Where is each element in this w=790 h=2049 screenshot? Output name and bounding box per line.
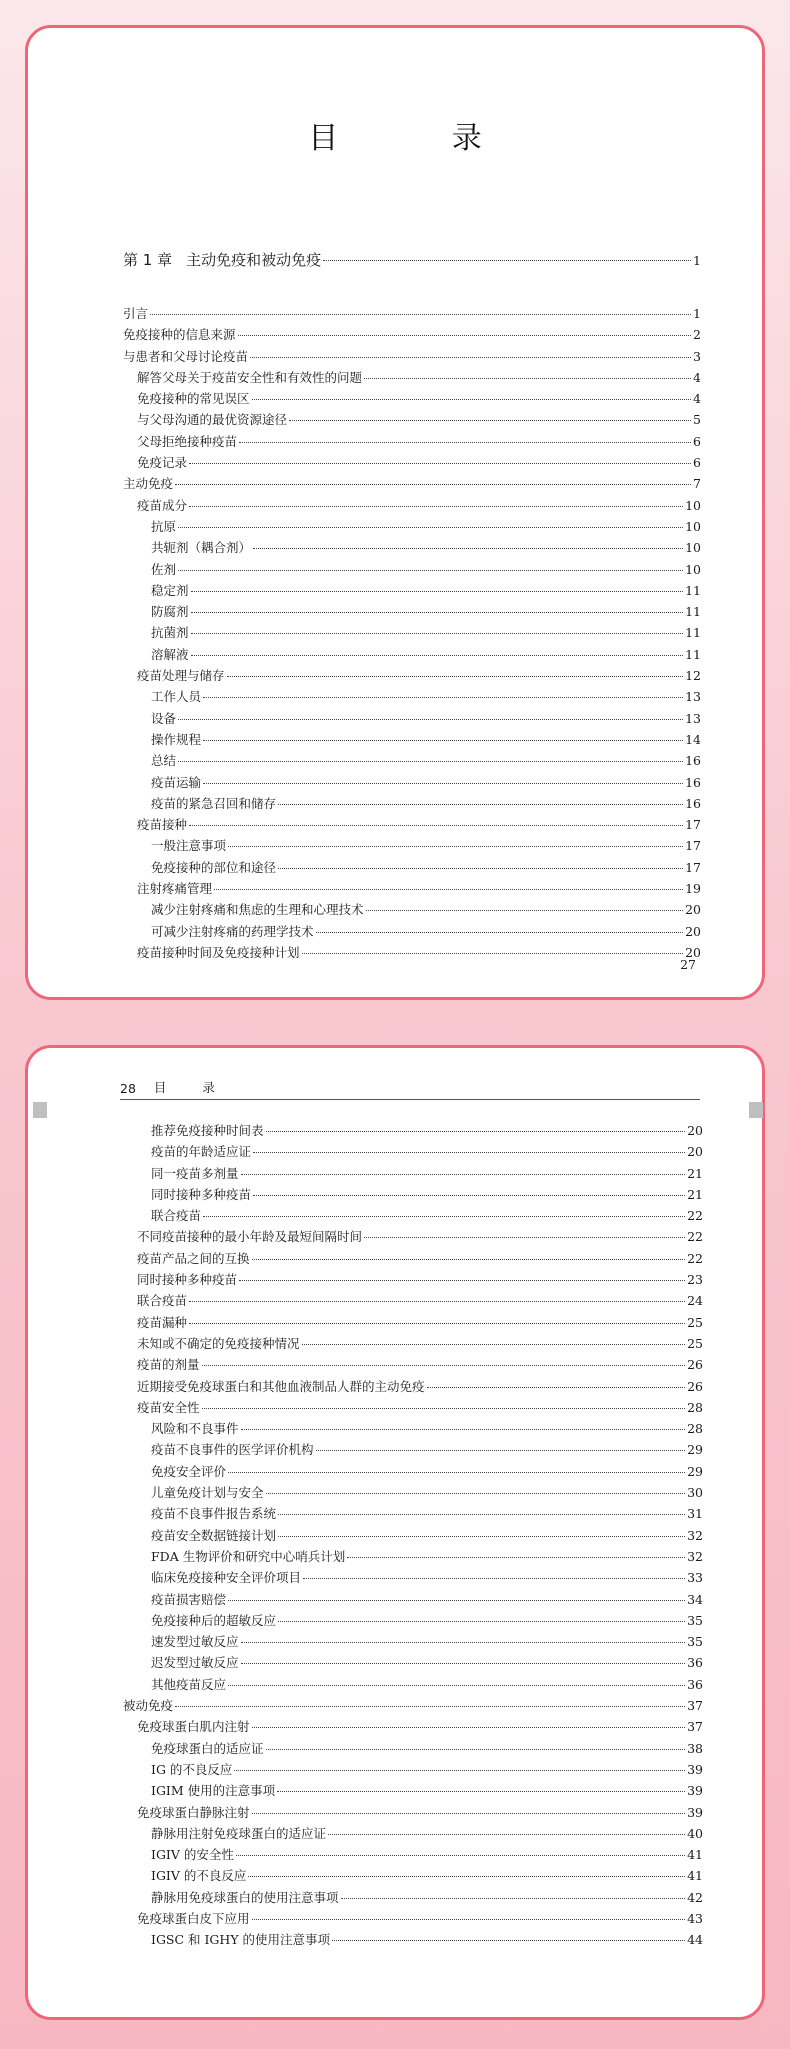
toc-entry[interactable] <box>123 346 701 367</box>
toc-entry-page-number: 22 <box>687 1229 703 1245</box>
toc-entry-page-number: 24 <box>687 1293 703 1309</box>
toc-entry-page-number: 22 <box>687 1250 703 1266</box>
toc-entry-label: 近期接受免疫球蛋白和其他血液制品人群的主动免疫 <box>137 1378 425 1394</box>
toc-entry-label: 静脉用免疫球蛋白的使用注意事项 <box>151 1889 339 1905</box>
leader-dots <box>202 1365 686 1366</box>
toc-entry[interactable] <box>123 559 701 580</box>
toc-entry-page-number: 4 <box>693 369 701 385</box>
leader-dots <box>252 1259 686 1260</box>
toc-entry[interactable] <box>123 473 701 494</box>
toc-entry[interactable] <box>123 1205 703 1226</box>
toc-entry-label: 疫苗接种 <box>137 817 188 833</box>
leader-dots <box>191 633 684 634</box>
leader-dots <box>302 1344 686 1345</box>
running-header <box>120 1076 700 1100</box>
leader-dots <box>150 314 691 315</box>
leader-dots <box>328 1834 685 1835</box>
toc-entry-page-number: 40 <box>687 1825 703 1841</box>
toc-entry-label: 联合疫苗 <box>151 1208 202 1224</box>
toc-entry-page-number: 23 <box>687 1272 703 1288</box>
toc-entry-page-number: 43 <box>687 1910 703 1926</box>
toc-entry[interactable] <box>123 1631 703 1652</box>
toc-entry-label: 免疫记录 <box>137 455 188 471</box>
toc-entry-page-number: 11 <box>685 625 701 641</box>
toc-entry-label: 疫苗的年龄适应证 <box>151 1144 252 1160</box>
toc-entry[interactable] <box>123 1248 703 1269</box>
toc-entry-page-number: 29 <box>687 1442 703 1458</box>
toc-entry[interactable] <box>123 708 701 729</box>
toc-entry[interactable] <box>123 601 701 622</box>
leader-dots <box>189 1301 685 1302</box>
leader-dots <box>278 1514 685 1515</box>
leader-dots <box>203 740 683 741</box>
leader-dots <box>202 1408 686 1409</box>
leader-dots <box>253 548 683 549</box>
toc-entry[interactable] <box>123 324 701 345</box>
leader-dots <box>302 953 684 954</box>
toc-entry-page-number: 10 <box>685 497 701 513</box>
toc-entry-page-number: 3 <box>693 348 701 364</box>
toc-entry-label: 一般注意事项 <box>151 838 227 854</box>
toc-entry[interactable] <box>123 1652 703 1673</box>
leader-dots <box>252 1727 686 1728</box>
toc-entry-label: 设备 <box>151 710 177 726</box>
toc-entry-page-number: 12 <box>685 668 701 684</box>
toc-entry[interactable] <box>123 1823 703 1844</box>
toc-entry-page-number: 17 <box>685 859 701 875</box>
leader-dots <box>252 1813 686 1814</box>
toc-entry-page-number: 21 <box>687 1186 703 1202</box>
toc-entry-label: 疫苗运输 <box>151 774 202 790</box>
toc-entry-page-number: 16 <box>685 753 701 769</box>
toc-entry-label: 未知或不确定的免疫接种情况 <box>137 1335 300 1351</box>
toc-entry[interactable] <box>123 1865 703 1886</box>
toc-entry[interactable] <box>123 729 701 750</box>
leader-dots <box>253 1152 685 1153</box>
toc-entry-label: 临床免疫接种安全评价项目 <box>151 1570 302 1586</box>
toc-entry[interactable] <box>123 1674 703 1695</box>
leader-dots <box>241 1174 686 1175</box>
toc-entry-page-number: 33 <box>687 1570 703 1586</box>
leader-dots <box>203 1216 685 1217</box>
leader-dots <box>427 1387 686 1388</box>
toc-entry[interactable] <box>123 388 701 409</box>
page-number: 27 <box>680 957 696 972</box>
leader-dots <box>228 1472 685 1473</box>
toc-entry-label: 儿童免疫计划与安全 <box>151 1485 264 1501</box>
toc-entry-page-number: 19 <box>685 881 701 897</box>
toc-entry-label: 疫苗处理与储存 <box>137 668 225 684</box>
toc-entry-label: 风险和不良事件 <box>151 1421 239 1437</box>
toc-entry-label: 与父母沟通的最优资源途径 <box>137 412 288 428</box>
toc-entry[interactable] <box>123 1163 703 1184</box>
toc-entry-label: 操作规程 <box>151 731 202 747</box>
toc-entry-label: 同一疫苗多剂量 <box>151 1165 239 1181</box>
toc-entry-label: 疫苗不良事件报告系统 <box>151 1506 277 1522</box>
toc-entry-page-number: 20 <box>685 944 701 960</box>
toc-entry-page-number: 41 <box>687 1868 703 1884</box>
toc-entry[interactable] <box>123 1908 703 1929</box>
toc-entry[interactable] <box>123 814 701 835</box>
header-title: 目 录 <box>153 1080 231 1095</box>
toc-entry-label: 速发型过敏反应 <box>151 1634 239 1650</box>
toc-entry-page-number: 1 <box>693 306 701 321</box>
toc-entry-page-number: 20 <box>685 923 701 939</box>
toc-entry-page-number: 5 <box>693 412 701 428</box>
leader-dots <box>266 1131 686 1132</box>
toc-entry-label: 同时接种多种疫苗 <box>137 1272 238 1288</box>
toc-entry-page-number: 10 <box>685 540 701 556</box>
toc-entry-label: 免疫接种的信息来源 <box>123 327 236 343</box>
toc-entry[interactable] <box>123 686 701 707</box>
leader-dots <box>234 1770 685 1771</box>
toc-entry-label: 免疫球蛋白静脉注射 <box>137 1804 250 1820</box>
leader-dots <box>241 1429 686 1430</box>
leader-dots <box>189 506 683 507</box>
toc-entry-label: 疫苗安全数据链接计划 <box>151 1527 277 1543</box>
toc-entry-label: 总结 <box>151 753 177 769</box>
toc-entry[interactable] <box>123 1844 703 1865</box>
toc-entry-page-number: 25 <box>687 1335 703 1351</box>
toc-entry-label: 被动免疫 <box>123 1698 174 1714</box>
toc-entry-page-number: 35 <box>687 1634 703 1650</box>
toc-entry-page-number: 22 <box>687 1208 703 1224</box>
toc-entry[interactable] <box>123 1312 703 1333</box>
leader-dots <box>239 442 691 443</box>
toc-entry-page-number: 17 <box>685 817 701 833</box>
toc-title: 目 录 <box>308 121 534 156</box>
toc-entry-page-number: 32 <box>687 1527 703 1543</box>
leader-dots <box>252 399 692 400</box>
toc-entry[interactable] <box>123 495 701 516</box>
toc-entry-page-number: 17 <box>685 838 701 854</box>
toc-entry-label: 免疫球蛋白肌内注射 <box>137 1719 250 1735</box>
toc-entry-label: 疫苗不良事件的医学评价机构 <box>151 1442 314 1458</box>
toc-entry-page-number: 2 <box>693 327 701 343</box>
toc-entry-page-number: 7 <box>693 476 701 492</box>
toc-entry-page-number: 30 <box>687 1485 703 1501</box>
toc-entry-page-number: 26 <box>687 1378 703 1394</box>
header-page-number: 28 <box>120 1081 136 1096</box>
toc-entry[interactable] <box>123 665 701 686</box>
toc-entry[interactable] <box>123 793 701 814</box>
toc-entry-label: 溶解液 <box>151 646 189 662</box>
leader-dots <box>316 1450 686 1451</box>
toc-entry-page-number: 26 <box>687 1357 703 1373</box>
toc-entry[interactable] <box>123 1482 703 1503</box>
toc-entry[interactable] <box>123 1546 703 1567</box>
toc-entry-page-number: 36 <box>687 1676 703 1692</box>
toc-entry-page-number: 20 <box>687 1144 703 1160</box>
toc-entry-label: 引言 <box>123 306 149 321</box>
leader-dots <box>178 570 683 571</box>
toc-entry[interactable] <box>123 1226 703 1247</box>
toc-page-2 <box>25 1045 765 2020</box>
leader-dots <box>266 1493 686 1494</box>
toc-entry[interactable] <box>123 899 701 920</box>
toc-entry-label: 佐剂 <box>151 561 177 577</box>
toc-entry-page-number: 4 <box>693 391 701 407</box>
toc-entry-page-number: 25 <box>687 1314 703 1330</box>
toc-entry[interactable] <box>123 857 701 878</box>
leader-dots <box>238 335 692 336</box>
leader-dots <box>228 1600 685 1601</box>
leader-dots <box>191 612 684 613</box>
toc-entry-page-number: 13 <box>685 689 701 705</box>
leader-dots <box>227 676 684 677</box>
toc-entry-page-number: 29 <box>687 1463 703 1479</box>
toc-entry-label: 免疫接种的常见误区 <box>137 391 250 407</box>
leader-dots <box>366 910 684 911</box>
toc-entry[interactable] <box>123 1525 703 1546</box>
toc-entry-page-number: 42 <box>687 1889 703 1905</box>
leader-dots <box>189 825 683 826</box>
toc-entry-label: 主动免疫 <box>123 476 174 492</box>
toc-entry-label: FDA 生物评价和研究中心哨兵计划 <box>151 1548 346 1564</box>
leader-dots <box>303 1578 685 1579</box>
toc-entry-label: 疫苗漏种 <box>137 1314 188 1330</box>
leader-dots <box>332 1940 685 1941</box>
toc-entry-page-number: 32 <box>687 1548 703 1564</box>
leader-dots <box>228 846 683 847</box>
leader-dots <box>341 1898 686 1899</box>
toc-entry-label: 工作人员 <box>151 689 202 705</box>
toc-entry[interactable] <box>123 537 701 558</box>
toc-entry-label: 抗原 <box>151 518 177 534</box>
toc-entry-label: 疫苗损害赔偿 <box>151 1591 227 1607</box>
toc-entry-label: 静脉用注射免疫球蛋白的适应证 <box>151 1825 327 1841</box>
toc-entry-page-number: 16 <box>685 795 701 811</box>
toc-entry-label: 共轭剂（耦合剂） <box>151 540 252 556</box>
toc-entry[interactable] <box>123 1354 703 1375</box>
leader-dots <box>175 1706 685 1707</box>
toc-list <box>123 303 701 963</box>
toc-entry[interactable] <box>123 1887 703 1908</box>
toc-entry-page-number: 10 <box>685 561 701 577</box>
toc-entry-label: 迟发型过敏反应 <box>151 1655 239 1671</box>
toc-entry-label: 联合疫苗 <box>137 1293 188 1309</box>
leader-dots <box>241 1663 686 1664</box>
leader-dots <box>191 655 684 656</box>
toc-entry-label: 疫苗接种时间及免疫接种计划 <box>137 944 300 960</box>
toc-entry-page-number: 28 <box>687 1421 703 1437</box>
toc-entry-page-number: 35 <box>687 1612 703 1628</box>
toc-entry-page-number: 11 <box>685 646 701 662</box>
toc-entry-page-number: 38 <box>687 1740 703 1756</box>
toc-entry-page-number: 37 <box>687 1719 703 1735</box>
toc-entry[interactable] <box>123 1589 703 1610</box>
toc-entry[interactable] <box>123 772 701 793</box>
toc-entry-page-number: 6 <box>693 433 701 449</box>
toc-entry-page-number: 11 <box>685 604 701 620</box>
leader-dots <box>289 420 691 421</box>
toc-entry[interactable] <box>123 431 701 452</box>
toc-entry-label: 注射疼痛管理 <box>137 881 213 897</box>
toc-entry-label: 免疫安全评价 <box>151 1463 227 1479</box>
toc-entry-page-number: 36 <box>687 1655 703 1671</box>
toc-entry-label: IGSC 和 IGHY 的使用注意事项 <box>151 1932 331 1948</box>
toc-entry-label: 免疫接种后的超敏反应 <box>151 1612 277 1628</box>
toc-entry[interactable] <box>123 1461 703 1482</box>
toc-entry-page-number: 20 <box>687 1123 703 1138</box>
toc-entry[interactable] <box>123 1397 703 1418</box>
right-edge-marker <box>749 1102 763 1118</box>
toc-entry[interactable] <box>123 1929 703 1950</box>
toc-entry-label: 解答父母关于疫苗安全性和有效性的问题 <box>137 369 363 385</box>
toc-entry-page-number: 6 <box>693 455 701 471</box>
toc-entry-page-number: 13 <box>685 710 701 726</box>
toc-entry[interactable] <box>123 942 701 963</box>
leader-dots <box>278 1536 685 1537</box>
leader-dots <box>239 1280 685 1281</box>
toc-entry-page-number: 14 <box>685 731 701 747</box>
toc-entry[interactable] <box>123 644 701 665</box>
toc-entry[interactable] <box>123 452 701 473</box>
toc-entry[interactable] <box>123 1418 703 1439</box>
leader-dots <box>278 868 683 869</box>
chapter-entry[interactable] <box>123 248 701 273</box>
leader-dots <box>277 1791 685 1792</box>
toc-entry[interactable] <box>123 1738 703 1759</box>
leader-dots <box>316 932 684 933</box>
toc-entry-label: 疫苗的紧急召回和储存 <box>151 795 277 811</box>
leader-dots <box>347 1557 685 1558</box>
toc-entry-label: IGIM 使用的注意事项 <box>151 1783 276 1799</box>
toc-entry-label: 同时接种多种疫苗 <box>151 1186 252 1202</box>
toc-entry[interactable] <box>123 1290 703 1311</box>
toc-entry-page-number: 10 <box>685 518 701 534</box>
toc-entry-page-number: 16 <box>685 774 701 790</box>
leader-dots <box>189 463 691 464</box>
toc-entry-label: 稳定剂 <box>151 582 189 598</box>
toc-entry-label: IGIV 的不良反应 <box>151 1868 247 1884</box>
leader-dots <box>364 378 691 379</box>
leader-dots <box>266 1749 686 1750</box>
toc-entry-page-number: 11 <box>685 582 701 598</box>
toc-entry[interactable] <box>123 878 701 899</box>
toc-entry-label: 免疫球蛋白的适应证 <box>151 1740 264 1756</box>
toc-entry[interactable] <box>123 1780 703 1801</box>
toc-entry[interactable] <box>123 1184 703 1205</box>
left-edge-marker <box>33 1102 47 1118</box>
toc-entry[interactable] <box>123 1567 703 1588</box>
toc-entry-label: 防腐剂 <box>151 604 189 620</box>
leader-dots <box>178 719 683 720</box>
leader-dots <box>203 783 683 784</box>
toc-list <box>123 1120 703 1951</box>
toc-entry-label: 可减少注射疼痛的药理学技术 <box>151 923 314 939</box>
toc-entry[interactable] <box>123 1120 703 1141</box>
toc-entry-page-number: 39 <box>687 1783 703 1799</box>
toc-entry[interactable] <box>123 303 701 324</box>
toc-entry-page-number: 28 <box>687 1399 703 1415</box>
leader-dots <box>250 357 691 358</box>
leader-dots <box>364 1237 685 1238</box>
toc-entry-page-number: 41 <box>687 1847 703 1863</box>
toc-entry-page-number: 20 <box>685 902 701 918</box>
leader-dots <box>236 1855 685 1856</box>
chapter-page-number: 1 <box>693 253 701 268</box>
leader-dots <box>214 889 683 890</box>
toc-entry[interactable] <box>123 1759 703 1780</box>
leader-dots <box>228 1685 685 1686</box>
toc-entry-label: 抗菌剂 <box>151 625 189 641</box>
toc-entry[interactable] <box>123 580 701 601</box>
toc-page-1 <box>25 25 765 1000</box>
toc-entry-label: 疫苗产品之间的互换 <box>137 1250 250 1266</box>
toc-entry[interactable] <box>123 750 701 771</box>
toc-entry-label: 推荐免疫接种时间表 <box>151 1123 264 1138</box>
toc-entry[interactable] <box>123 1439 703 1460</box>
toc-entry-page-number: 34 <box>687 1591 703 1607</box>
toc-entry-label: IG 的不良反应 <box>151 1761 233 1777</box>
leader-dots <box>252 1919 686 1920</box>
toc-entry-page-number: 44 <box>687 1932 703 1948</box>
leader-dots <box>175 484 691 485</box>
toc-entry-label: 免疫接种的部位和途径 <box>151 859 277 875</box>
leader-dots <box>253 1195 685 1196</box>
toc-entry[interactable] <box>123 1269 703 1290</box>
toc-entry[interactable] <box>123 1333 703 1354</box>
toc-entry-label: IGIV 的安全性 <box>151 1847 234 1863</box>
toc-entry-label: 不同疫苗接种的最小年龄及最短间隔时间 <box>137 1229 363 1245</box>
toc-entry-label: 父母拒绝接种疫苗 <box>137 433 238 449</box>
leader-dots <box>323 260 691 261</box>
toc-entry-page-number: 21 <box>687 1165 703 1181</box>
leader-dots <box>178 761 683 762</box>
toc-entry-page-number: 37 <box>687 1698 703 1714</box>
toc-entry[interactable] <box>123 622 701 643</box>
toc-entry-label: 疫苗的剂量 <box>137 1357 200 1373</box>
toc-entry[interactable] <box>123 367 701 388</box>
toc-entry-label: 减少注射疼痛和焦虑的生理和心理技术 <box>151 902 364 918</box>
toc-entry-page-number: 39 <box>687 1804 703 1820</box>
toc-entry[interactable] <box>123 1610 703 1631</box>
leader-dots <box>278 1621 685 1622</box>
leader-dots <box>203 697 683 698</box>
chapter-number: 第 1 章 <box>123 251 173 269</box>
toc-entry[interactable] <box>123 1802 703 1823</box>
toc-entry[interactable] <box>123 1716 703 1737</box>
toc-entry[interactable] <box>123 1695 703 1716</box>
toc-entry[interactable] <box>123 1376 703 1397</box>
toc-entry[interactable] <box>123 409 701 430</box>
leader-dots <box>189 1323 685 1324</box>
toc-entry-page-number: 39 <box>687 1761 703 1777</box>
leader-dots <box>191 591 684 592</box>
toc-entry-label: 疫苗安全性 <box>137 1399 200 1415</box>
toc-entry-label: 免疫球蛋白皮下应用 <box>137 1910 250 1926</box>
toc-entry-label: 与患者和父母讨论疫苗 <box>123 348 249 364</box>
toc-entry-label: 其他疫苗反应 <box>151 1676 227 1692</box>
toc-entry[interactable] <box>123 1141 703 1162</box>
toc-entry[interactable] <box>123 921 701 942</box>
chapter-title: 主动免疫和被动免疫 <box>186 251 322 269</box>
toc-entry-page-number: 31 <box>687 1506 703 1522</box>
toc-entry[interactable] <box>123 516 701 537</box>
toc-entry-label: 疫苗成分 <box>137 497 188 513</box>
toc-entry[interactable] <box>123 835 701 856</box>
leader-dots <box>178 527 683 528</box>
leader-dots <box>241 1642 686 1643</box>
leader-dots <box>278 804 683 805</box>
leader-dots <box>248 1876 685 1877</box>
toc-entry[interactable] <box>123 1503 703 1524</box>
